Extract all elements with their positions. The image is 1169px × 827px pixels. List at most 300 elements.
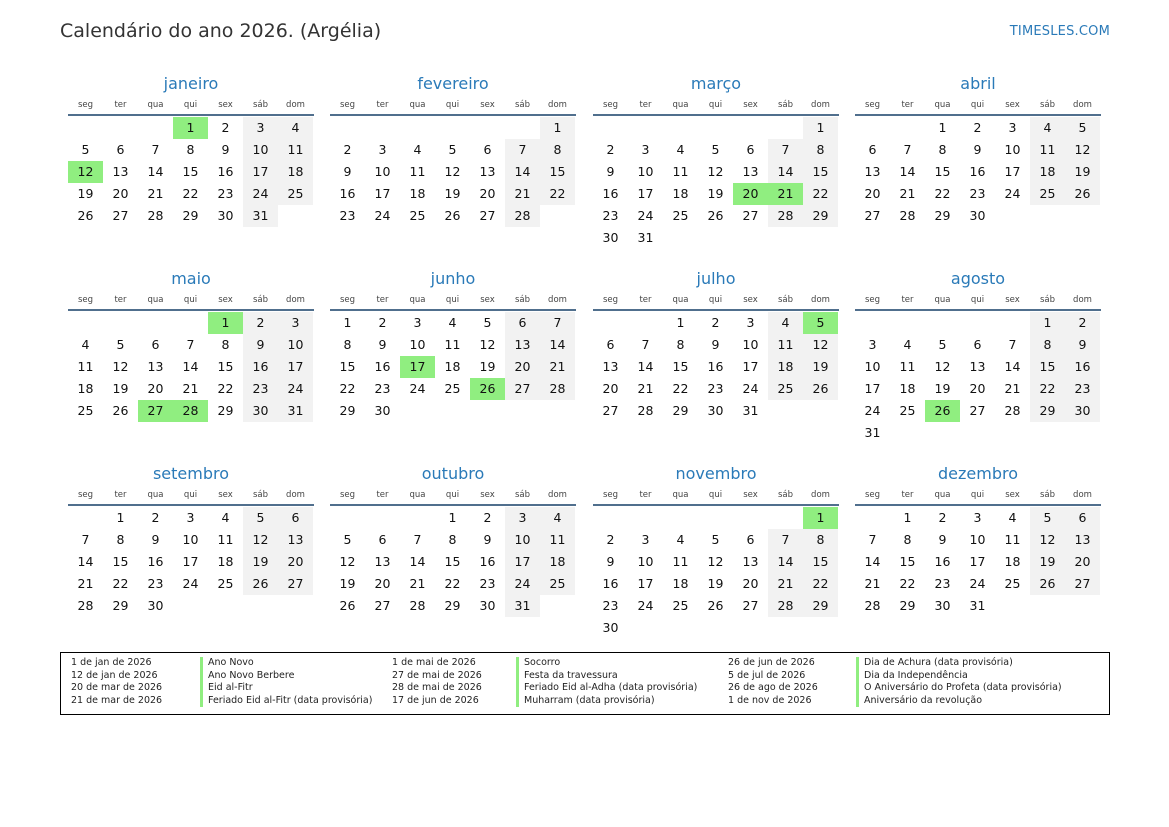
month-maio bbox=[68, 267, 314, 444]
day-cell: 5 bbox=[448, 142, 457, 157]
day-cell: 29 bbox=[803, 595, 838, 617]
weekday-label: sex bbox=[1005, 295, 1020, 305]
day-cell: 4 bbox=[1030, 117, 1065, 139]
day-cell: 12 bbox=[1030, 529, 1065, 551]
day-cell: 16 bbox=[479, 554, 496, 569]
day-cell: 9 bbox=[151, 532, 160, 547]
weekday-label: sex bbox=[743, 490, 758, 500]
days-grid bbox=[855, 507, 1100, 639]
weekday-label: seg bbox=[864, 295, 881, 305]
day-cell: 23 bbox=[934, 576, 951, 591]
day-cell: 24 bbox=[1004, 186, 1021, 201]
day-cell: 31 bbox=[864, 425, 881, 440]
day-cell: 30 bbox=[602, 230, 619, 245]
weekday-label: dom bbox=[548, 295, 567, 305]
day-cell: 18 bbox=[768, 356, 803, 378]
weekday-header bbox=[593, 96, 839, 116]
day-cell: 16 bbox=[1065, 356, 1100, 378]
day-cell: 23 bbox=[339, 208, 356, 223]
holiday-date: 20 de mar de 2026 bbox=[71, 682, 163, 694]
weekday-label: qua bbox=[934, 490, 951, 500]
day-cell: 17 bbox=[637, 186, 654, 201]
day-cell: 27 bbox=[505, 378, 540, 400]
day-cell: 8 bbox=[903, 532, 912, 547]
weekday-label: ter bbox=[639, 295, 652, 305]
weekday-label: ter bbox=[901, 490, 914, 500]
day-cell: 11 bbox=[217, 532, 234, 547]
day-cell: 7 bbox=[151, 142, 160, 157]
day-cell: 11 bbox=[1030, 139, 1065, 161]
weekday-header bbox=[855, 486, 1101, 506]
weekday-header bbox=[593, 486, 839, 506]
day-cell: 3 bbox=[641, 532, 650, 547]
day-cell: 13 bbox=[969, 359, 986, 374]
month-dezembro bbox=[855, 462, 1101, 639]
day-cell: 13 bbox=[479, 164, 496, 179]
day-cell: 18 bbox=[672, 186, 689, 201]
weekday-label: qua bbox=[934, 100, 951, 110]
day-cell: 1 bbox=[540, 117, 575, 139]
day-cell: 13 bbox=[742, 164, 759, 179]
weekday-label: dom bbox=[286, 100, 305, 110]
day-cell: 27 bbox=[479, 208, 496, 223]
month-março bbox=[593, 72, 839, 249]
day-cell: 22 bbox=[217, 381, 234, 396]
day-cell: 4 bbox=[278, 117, 313, 139]
day-cell: 22 bbox=[803, 183, 838, 205]
day-cell: 9 bbox=[711, 337, 720, 352]
day-cell: 11 bbox=[1004, 532, 1021, 547]
day-cell: 21 bbox=[409, 576, 426, 591]
day-cell: 18 bbox=[1030, 161, 1065, 183]
day-cell: 24 bbox=[864, 403, 881, 418]
weekday-label: qua bbox=[672, 100, 689, 110]
day-cell: 7 bbox=[768, 139, 803, 161]
day-cell: 12 bbox=[1065, 139, 1100, 161]
day-cell: 5 bbox=[1065, 117, 1100, 139]
day-cell: 7 bbox=[413, 532, 422, 547]
day-cell: 7 bbox=[868, 532, 877, 547]
day-cell: 11 bbox=[672, 554, 689, 569]
day-cell: 10 bbox=[409, 337, 426, 352]
day-cell: 23 bbox=[707, 381, 724, 396]
day-cell: 25 bbox=[768, 378, 803, 400]
day-cell: 3 bbox=[413, 315, 422, 330]
day-cell: 31 bbox=[243, 205, 278, 227]
weekday-label: dom bbox=[1073, 295, 1092, 305]
weekday-label: ter bbox=[376, 295, 389, 305]
day-cell: 20 bbox=[479, 186, 496, 201]
day-cell: 2 bbox=[243, 312, 278, 334]
day-cell: 14 bbox=[864, 554, 881, 569]
days-grid bbox=[593, 117, 838, 249]
holiday-date: 26 de ago de 2026 bbox=[728, 682, 818, 694]
day-cell: 3 bbox=[243, 117, 278, 139]
day-cell: 2 bbox=[606, 532, 615, 547]
holiday-name: Dia da Independência bbox=[856, 670, 968, 683]
month-junho bbox=[330, 267, 576, 444]
day-cell: 2 bbox=[151, 510, 160, 525]
weekday-header bbox=[330, 96, 576, 116]
weekday-label: dom bbox=[811, 100, 830, 110]
weekday-label: sáb bbox=[514, 295, 531, 305]
day-cell: 14 bbox=[899, 164, 916, 179]
day-cell: 15 bbox=[112, 554, 129, 569]
day-cell: 24 bbox=[409, 381, 426, 396]
day-cell: 21 bbox=[540, 356, 575, 378]
day-cell: 2 bbox=[1065, 312, 1100, 334]
weekday-header bbox=[330, 486, 576, 506]
day-cell: 10 bbox=[278, 334, 313, 356]
day-cell: 21 bbox=[768, 573, 803, 595]
day-cell: 23 bbox=[602, 208, 619, 223]
holiday-day-cell: 1 bbox=[173, 117, 208, 139]
day-cell: 18 bbox=[278, 161, 313, 183]
day-cell: 15 bbox=[934, 164, 951, 179]
weekday-label: dom bbox=[811, 490, 830, 500]
holiday-name: Ano Novo bbox=[200, 657, 254, 670]
day-cell: 22 bbox=[112, 576, 129, 591]
day-cell: 4 bbox=[448, 315, 457, 330]
day-cell: 12 bbox=[112, 359, 129, 374]
day-cell: 6 bbox=[278, 507, 313, 529]
holiday-day-cell: 1 bbox=[208, 312, 243, 334]
day-cell: 15 bbox=[444, 554, 461, 569]
day-cell: 10 bbox=[969, 532, 986, 547]
day-cell: 6 bbox=[483, 142, 492, 157]
month-title: janeiro bbox=[163, 74, 219, 93]
day-cell: 22 bbox=[672, 381, 689, 396]
day-cell: 14 bbox=[505, 161, 540, 183]
day-cell: 5 bbox=[711, 142, 720, 157]
day-cell: 18 bbox=[672, 576, 689, 591]
day-cell: 6 bbox=[505, 312, 540, 334]
day-cell: 11 bbox=[899, 359, 916, 374]
weekday-label: ter bbox=[639, 100, 652, 110]
day-cell: 23 bbox=[969, 186, 986, 201]
weekday-label: qui bbox=[708, 295, 723, 305]
day-cell: 19 bbox=[243, 551, 278, 573]
day-cell: 16 bbox=[217, 164, 234, 179]
day-cell: 14 bbox=[540, 334, 575, 356]
holiday-name: Feriado Eid al-Fitr (data provisória) bbox=[200, 695, 372, 708]
day-cell: 28 bbox=[540, 378, 575, 400]
day-cell: 27 bbox=[742, 598, 759, 613]
day-cell: 19 bbox=[707, 186, 724, 201]
day-cell: 20 bbox=[147, 381, 164, 396]
day-cell: 25 bbox=[444, 381, 461, 396]
day-cell: 16 bbox=[602, 576, 619, 591]
day-cell: 13 bbox=[505, 334, 540, 356]
day-cell: 4 bbox=[903, 337, 912, 352]
holiday-date: 28 de mai de 2026 bbox=[392, 682, 482, 694]
day-cell: 29 bbox=[217, 403, 234, 418]
weekday-label: qua bbox=[409, 295, 426, 305]
weekday-label: qui bbox=[183, 100, 198, 110]
weekday-label: qui bbox=[183, 295, 198, 305]
weekday-label: qua bbox=[672, 490, 689, 500]
weekday-label: sáb bbox=[1039, 490, 1056, 500]
day-cell: 2 bbox=[483, 510, 492, 525]
day-cell: 29 bbox=[934, 208, 951, 223]
weekday-label: sex bbox=[743, 295, 758, 305]
day-cell: 24 bbox=[374, 208, 391, 223]
weekday-label: qui bbox=[970, 295, 985, 305]
day-cell: 22 bbox=[1030, 378, 1065, 400]
day-cell: 1 bbox=[448, 510, 457, 525]
day-cell: 3 bbox=[505, 507, 540, 529]
days-grid bbox=[593, 312, 838, 444]
day-cell: 5 bbox=[938, 337, 947, 352]
weekday-label: seg bbox=[339, 490, 356, 500]
day-cell: 10 bbox=[637, 554, 654, 569]
day-cell: 16 bbox=[374, 359, 391, 374]
day-cell: 19 bbox=[707, 576, 724, 591]
day-cell: 25 bbox=[899, 403, 916, 418]
days-grid bbox=[855, 117, 1100, 249]
weekday-header bbox=[68, 486, 314, 506]
day-cell: 10 bbox=[182, 532, 199, 547]
weekday-label: dom bbox=[811, 295, 830, 305]
weekday-label: qui bbox=[445, 100, 460, 110]
weekday-label: qua bbox=[147, 490, 164, 500]
day-cell: 22 bbox=[803, 573, 838, 595]
day-cell: 27 bbox=[742, 208, 759, 223]
weekday-label: sáb bbox=[252, 295, 269, 305]
day-cell: 17 bbox=[864, 381, 881, 396]
day-cell: 8 bbox=[448, 532, 457, 547]
day-cell: 27 bbox=[969, 403, 986, 418]
day-cell: 19 bbox=[112, 381, 129, 396]
day-cell: 28 bbox=[899, 208, 916, 223]
day-cell: 15 bbox=[803, 161, 838, 183]
weekday-header bbox=[68, 96, 314, 116]
weekday-label: ter bbox=[376, 100, 389, 110]
day-cell: 11 bbox=[768, 334, 803, 356]
weekday-label: seg bbox=[77, 100, 94, 110]
day-cell: 28 bbox=[409, 598, 426, 613]
day-cell: 21 bbox=[864, 576, 881, 591]
day-cell: 8 bbox=[116, 532, 125, 547]
weekday-label: ter bbox=[376, 490, 389, 500]
weekday-label: qua bbox=[147, 100, 164, 110]
day-cell: 16 bbox=[147, 554, 164, 569]
day-cell: 8 bbox=[343, 337, 352, 352]
day-cell: 5 bbox=[343, 532, 352, 547]
day-cell: 16 bbox=[707, 359, 724, 374]
day-cell: 14 bbox=[768, 161, 803, 183]
holiday-date: 21 de mar de 2026 bbox=[71, 694, 163, 706]
day-cell: 9 bbox=[243, 334, 278, 356]
day-cell: 7 bbox=[540, 312, 575, 334]
day-cell: 6 bbox=[1065, 507, 1100, 529]
day-cell: 26 bbox=[444, 208, 461, 223]
weekday-label: sex bbox=[480, 490, 495, 500]
day-cell: 24 bbox=[243, 183, 278, 205]
day-cell: 27 bbox=[602, 403, 619, 418]
day-cell: 31 bbox=[969, 598, 986, 613]
day-cell: 8 bbox=[540, 139, 575, 161]
day-cell: 2 bbox=[221, 120, 230, 135]
day-cell: 15 bbox=[339, 359, 356, 374]
weekday-label: sex bbox=[480, 295, 495, 305]
days-grid bbox=[68, 117, 313, 249]
month-novembro bbox=[593, 462, 839, 639]
day-cell: 3 bbox=[973, 510, 982, 525]
day-cell: 18 bbox=[444, 359, 461, 374]
day-cell: 6 bbox=[746, 142, 755, 157]
weekday-header bbox=[330, 291, 576, 311]
day-cell: 6 bbox=[151, 337, 160, 352]
day-cell: 20 bbox=[112, 186, 129, 201]
weekday-label: dom bbox=[548, 490, 567, 500]
holiday-name: Dia de Achura (data provisória) bbox=[856, 657, 1013, 670]
day-cell: 26 bbox=[77, 208, 94, 223]
day-cell: 16 bbox=[243, 356, 278, 378]
weekday-label: qua bbox=[409, 100, 426, 110]
weekday-label: qui bbox=[708, 100, 723, 110]
day-cell: 3 bbox=[641, 142, 650, 157]
day-cell: 8 bbox=[803, 529, 838, 551]
day-cell: 19 bbox=[444, 186, 461, 201]
weekday-label: qua bbox=[409, 490, 426, 500]
day-cell: 22 bbox=[339, 381, 356, 396]
day-cell: 20 bbox=[278, 551, 313, 573]
day-cell: 30 bbox=[479, 598, 496, 613]
holiday-name: Aniversário da revolução bbox=[856, 695, 982, 708]
day-cell: 18 bbox=[1004, 554, 1021, 569]
day-cell: 25 bbox=[672, 208, 689, 223]
day-cell: 28 bbox=[147, 208, 164, 223]
holiday-date: 12 de jan de 2026 bbox=[71, 669, 158, 681]
day-cell: 11 bbox=[540, 529, 575, 551]
days-grid bbox=[68, 507, 313, 639]
weekday-label: sex bbox=[218, 100, 233, 110]
day-cell: 28 bbox=[768, 205, 803, 227]
weekday-label: qua bbox=[147, 295, 164, 305]
month-title: julho bbox=[696, 269, 736, 288]
day-cell: 10 bbox=[864, 359, 881, 374]
weekday-label: sáb bbox=[1039, 295, 1056, 305]
day-cell: 7 bbox=[903, 142, 912, 157]
day-cell: 8 bbox=[221, 337, 230, 352]
day-cell: 26 bbox=[803, 378, 838, 400]
day-cell: 22 bbox=[540, 183, 575, 205]
holiday-date: 26 de jun de 2026 bbox=[728, 657, 815, 668]
day-cell: 17 bbox=[1004, 164, 1021, 179]
day-cell: 29 bbox=[672, 403, 689, 418]
weekday-label: sáb bbox=[252, 100, 269, 110]
day-cell: 6 bbox=[973, 337, 982, 352]
calendar-grid bbox=[68, 72, 1102, 646]
day-cell: 1 bbox=[676, 315, 685, 330]
day-cell: 9 bbox=[221, 142, 230, 157]
day-cell: 28 bbox=[637, 403, 654, 418]
day-cell: 15 bbox=[1030, 356, 1065, 378]
day-cell: 20 bbox=[1065, 551, 1100, 573]
day-cell: 30 bbox=[707, 403, 724, 418]
day-cell: 31 bbox=[742, 403, 759, 418]
day-cell: 23 bbox=[243, 378, 278, 400]
weekday-label: seg bbox=[602, 100, 619, 110]
weekday-label: seg bbox=[339, 295, 356, 305]
month-title: fevereiro bbox=[417, 74, 489, 93]
day-cell: 2 bbox=[343, 142, 352, 157]
days-grid bbox=[330, 507, 575, 639]
month-outubro bbox=[330, 462, 576, 639]
day-cell: 17 bbox=[374, 186, 391, 201]
weekday-label: sex bbox=[218, 295, 233, 305]
day-cell: 26 bbox=[707, 208, 724, 223]
day-cell: 20 bbox=[374, 576, 391, 591]
day-cell: 30 bbox=[217, 208, 234, 223]
days-grid bbox=[330, 312, 575, 444]
holiday-date: 17 de jun de 2026 bbox=[392, 694, 479, 706]
day-cell: 8 bbox=[1030, 334, 1065, 356]
day-cell: 25 bbox=[672, 598, 689, 613]
day-cell: 4 bbox=[676, 532, 685, 547]
day-cell: 5 bbox=[116, 337, 125, 352]
day-cell: 4 bbox=[768, 312, 803, 334]
day-cell: 8 bbox=[938, 142, 947, 157]
day-cell: 10 bbox=[374, 164, 391, 179]
day-cell: 9 bbox=[483, 532, 492, 547]
day-cell: 30 bbox=[602, 620, 619, 635]
day-cell: 2 bbox=[711, 315, 720, 330]
day-cell: 25 bbox=[77, 403, 94, 418]
day-cell: 30 bbox=[374, 403, 391, 418]
day-cell: 18 bbox=[77, 381, 94, 396]
day-cell: 29 bbox=[1030, 400, 1065, 422]
day-cell: 7 bbox=[186, 337, 195, 352]
day-cell: 23 bbox=[602, 598, 619, 613]
day-cell: 5 bbox=[483, 315, 492, 330]
brand-link[interactable]: TIMESLES.COM bbox=[1009, 24, 1110, 39]
day-cell: 11 bbox=[278, 139, 313, 161]
holiday-day-cell: 27 bbox=[138, 400, 173, 422]
day-cell: 29 bbox=[899, 598, 916, 613]
day-cell: 20 bbox=[969, 381, 986, 396]
day-cell: 15 bbox=[899, 554, 916, 569]
day-cell: 2 bbox=[938, 510, 947, 525]
day-cell: 9 bbox=[606, 164, 615, 179]
day-cell: 19 bbox=[479, 359, 496, 374]
holiday-day-cell: 26 bbox=[470, 378, 505, 400]
holiday-day-cell: 26 bbox=[925, 400, 960, 422]
month-title: dezembro bbox=[938, 464, 1018, 483]
month-fevereiro bbox=[330, 72, 576, 249]
holiday-day-cell: 17 bbox=[400, 356, 435, 378]
weekday-header bbox=[593, 291, 839, 311]
day-cell: 21 bbox=[899, 186, 916, 201]
weekday-label: qui bbox=[970, 490, 985, 500]
day-cell: 22 bbox=[182, 186, 199, 201]
day-cell: 1 bbox=[903, 510, 912, 525]
weekday-label: qui bbox=[708, 490, 723, 500]
month-title: novembro bbox=[675, 464, 757, 483]
day-cell: 27 bbox=[374, 598, 391, 613]
day-cell: 17 bbox=[505, 551, 540, 573]
day-cell: 7 bbox=[641, 337, 650, 352]
weekday-label: seg bbox=[602, 295, 619, 305]
weekday-label: sáb bbox=[514, 100, 531, 110]
weekday-label: seg bbox=[77, 295, 94, 305]
day-cell: 9 bbox=[343, 164, 352, 179]
day-cell: 25 bbox=[540, 573, 575, 595]
holiday-day-cell: 28 bbox=[173, 400, 208, 422]
day-cell: 18 bbox=[540, 551, 575, 573]
days-grid bbox=[855, 312, 1100, 444]
